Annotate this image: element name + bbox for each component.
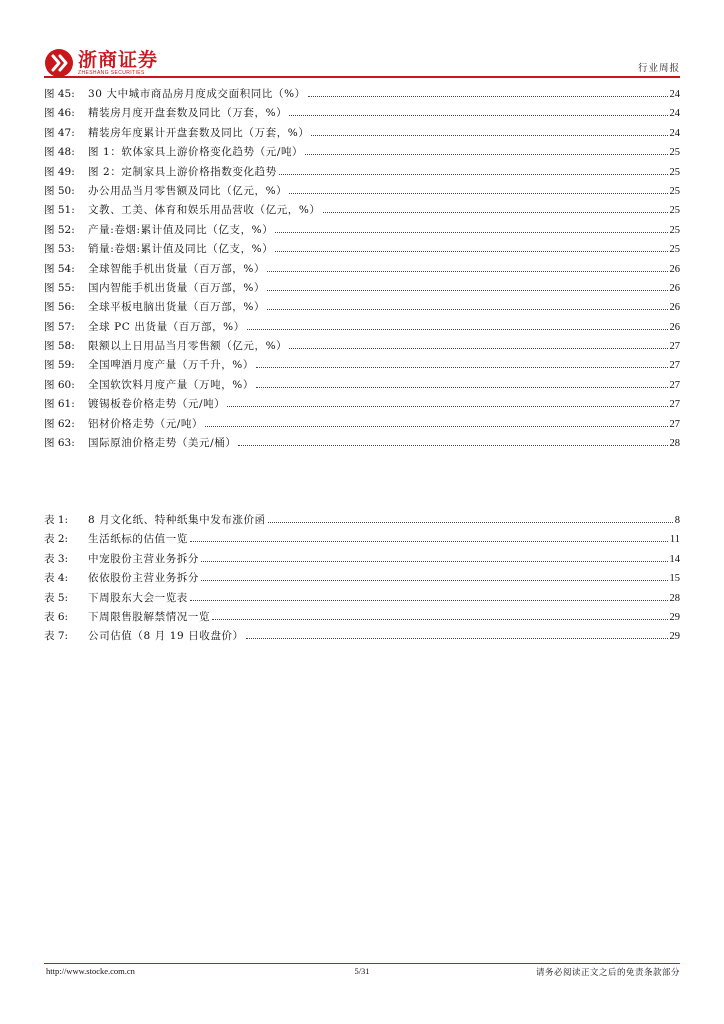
entry-number: 图 56: <box>44 301 75 314</box>
footer-divider <box>44 963 680 964</box>
entry-page-number: 8 <box>674 515 680 526</box>
table-index-entry[interactable] <box>44 570 680 589</box>
figure-index-entry[interactable] <box>44 86 680 105</box>
entry-page-number: 27 <box>669 360 680 372</box>
entry-page-number: 28 <box>669 438 680 450</box>
entry-title: 产量:卷烟:累计值及同比（亿支，%） <box>88 223 274 236</box>
company-logo <box>44 46 158 80</box>
entry-number: 表 3: <box>44 552 69 565</box>
entry-page-number: 29 <box>669 631 680 643</box>
entry-title: 生活纸标的估值一览 <box>88 533 188 546</box>
entry-page-number: 24 <box>669 127 680 139</box>
dot-leader <box>268 522 673 523</box>
entry-title: 限额以上日用品当月零售额（亿元，%） <box>88 340 288 353</box>
dot-leader <box>247 329 668 330</box>
entry-page-number: 26 <box>669 282 680 294</box>
entry-number: 图 52: <box>44 223 75 236</box>
entry-page-number: 28 <box>669 592 680 604</box>
entry-title: 国内智能手机出货量（百万部，%） <box>88 281 266 294</box>
entry-page-number: 29 <box>669 611 680 623</box>
figure-index-entry[interactable] <box>44 105 680 124</box>
dot-leader <box>256 387 668 388</box>
entry-title: 30 大中城市商品房月度成交面积同比（%） <box>88 88 306 100</box>
entry-title: 中宠股份主营业务拆分 <box>88 552 199 565</box>
entry-page-number: 27 <box>669 418 680 430</box>
table-index-entry[interactable] <box>44 531 680 550</box>
entry-number: 表 4: <box>44 572 69 585</box>
figure-index-entry[interactable] <box>44 261 680 280</box>
page-footer <box>44 966 680 978</box>
entry-title: 下周限售股解禁情况一览 <box>88 610 211 623</box>
entry-page-number: 27 <box>669 341 680 353</box>
dot-leader <box>212 619 667 620</box>
dot-leader <box>279 174 668 175</box>
entry-title: 下周股东大会一览表 <box>88 591 188 604</box>
entry-number: 图 51: <box>44 204 75 217</box>
entry-number: 图 59: <box>44 359 75 372</box>
dot-leader <box>311 135 667 136</box>
entry-number: 图 53: <box>44 243 75 256</box>
dot-leader <box>289 115 667 116</box>
figure-index-entry[interactable] <box>44 435 680 454</box>
table-index-entry[interactable] <box>44 512 680 531</box>
entry-page-number: 25 <box>669 205 680 217</box>
table-index-entry[interactable] <box>44 609 680 628</box>
entry-title: 全球智能手机出货量（百万部，%） <box>88 262 266 275</box>
figure-index-entry[interactable] <box>44 377 680 396</box>
dot-leader <box>305 154 667 155</box>
entry-title: 全球平板电脑出货量（百万部，%） <box>88 301 266 314</box>
dot-leader <box>190 600 668 601</box>
dot-leader <box>289 348 667 349</box>
dot-leader <box>201 580 668 581</box>
entry-number: 表 7: <box>44 630 69 643</box>
entry-title: 精装房年度累计开盘套数及同比（万套，%） <box>88 126 310 139</box>
dot-leader <box>227 406 667 407</box>
entry-title: 公司估值（8 月 19 日收盘价） <box>88 630 244 643</box>
figure-index-entry[interactable] <box>44 125 680 144</box>
entry-number: 图 57: <box>44 320 75 333</box>
report-type-label: 行业周报 <box>637 63 680 74</box>
page-header <box>44 42 680 82</box>
figure-index-entry[interactable] <box>44 416 680 435</box>
figure-index-entry[interactable] <box>44 280 680 299</box>
dot-leader <box>246 638 668 639</box>
entry-page-number: 14 <box>669 553 680 565</box>
entry-title: 镀锡板卷价格走势（元/吨） <box>88 398 226 411</box>
table-index-entry[interactable] <box>44 590 680 609</box>
footer-disclaimer: 请务必阅读正文之后的免责条款部分 <box>535 968 680 978</box>
entry-number: 表 6: <box>44 610 69 623</box>
footer-website-link[interactable]: http://www.stocke.com.cn <box>46 966 135 976</box>
table-index-list <box>44 512 680 648</box>
dot-leader <box>289 193 667 194</box>
entry-number: 图 48: <box>44 146 75 159</box>
entry-title: 文教、工美、体育和娱乐用品营收（亿元，%） <box>88 204 321 217</box>
entry-page-number: 25 <box>669 166 680 178</box>
entry-number: 表 2: <box>44 533 69 546</box>
dot-leader <box>205 426 667 427</box>
entry-number: 图 61: <box>44 398 75 411</box>
entry-title: 全国啤酒月度产量（万千升，%） <box>88 359 254 372</box>
zheshang-logo-icon <box>44 48 74 78</box>
figure-index-entry[interactable] <box>44 396 680 415</box>
entry-page-number: 27 <box>669 399 680 411</box>
entry-number: 图 47: <box>44 126 75 139</box>
dot-leader <box>190 541 668 542</box>
entry-page-number: 25 <box>669 147 680 159</box>
dot-leader <box>201 561 668 562</box>
dot-leader <box>275 232 667 233</box>
entry-page-number: 25 <box>669 244 680 256</box>
header-divider <box>44 76 680 78</box>
figure-index-entry[interactable] <box>44 319 680 338</box>
entry-title: 铝材价格走势（元/吨） <box>88 417 204 430</box>
entry-page-number: 26 <box>669 263 680 275</box>
entry-page-number: 15 <box>669 573 680 585</box>
logo-chinese-name: 浙商证券 <box>78 48 159 71</box>
dot-leader <box>238 445 667 446</box>
table-index-entry[interactable] <box>44 551 680 570</box>
dot-leader <box>267 271 667 272</box>
entry-number: 图 46: <box>44 107 75 120</box>
entry-title: 全球 PC 出货量（百万部，%） <box>88 320 245 333</box>
figure-index-entry[interactable] <box>44 222 680 241</box>
entry-number: 表 5: <box>44 591 69 604</box>
figure-index-entry[interactable] <box>44 241 680 260</box>
figure-index-entry[interactable] <box>44 299 680 318</box>
figure-index-list <box>44 86 680 454</box>
dot-leader <box>267 290 667 291</box>
entry-number: 图 62: <box>44 417 75 430</box>
footer-page-number: 5/31 <box>354 966 370 976</box>
table-index-entry[interactable] <box>44 628 680 647</box>
figure-index-entry[interactable] <box>44 164 680 183</box>
entry-number: 图 54: <box>44 262 75 275</box>
entry-number: 图 58: <box>44 340 75 353</box>
entry-page-number: 24 <box>669 108 680 120</box>
figure-index-entry[interactable] <box>44 183 680 202</box>
entry-number: 图 63: <box>44 437 75 450</box>
entry-page-number: 11 <box>669 534 680 546</box>
entry-number: 图 60: <box>44 378 75 391</box>
entry-title: 依依股份主营业务拆分 <box>88 572 199 585</box>
entry-title: 图 1：软体家具上游价格变化趋势（元/吨） <box>88 146 304 159</box>
entry-title: 图 2：定制家具上游价格指数变化趋势 <box>88 165 277 178</box>
entry-title: 办公用品当月零售额及同比（亿元，%） <box>88 184 288 197</box>
entry-title: 全国软饮料月度产量（万吨，%） <box>88 378 254 391</box>
entry-number: 表 1: <box>44 514 69 526</box>
entry-page-number: 26 <box>669 302 680 314</box>
figure-index-entry[interactable] <box>44 338 680 357</box>
entry-page-number: 24 <box>669 89 680 100</box>
entry-page-number: 26 <box>669 321 680 333</box>
entry-number: 图 55: <box>44 281 75 294</box>
dot-leader <box>267 309 667 310</box>
figure-index-entry[interactable] <box>44 202 680 221</box>
entry-title: 精装房月度开盘套数及同比（万套，%） <box>88 107 288 120</box>
entry-number: 图 50: <box>44 184 75 197</box>
dot-leader <box>323 212 668 213</box>
entry-page-number: 25 <box>669 224 680 236</box>
entry-title: 销量:卷烟:累计值及同比（亿支，%） <box>88 243 274 256</box>
entry-title: 8 月文化纸、特种纸集中发布涨价函 <box>88 514 266 526</box>
dot-leader <box>275 251 667 252</box>
entry-page-number: 25 <box>669 185 680 197</box>
figure-index-entry[interactable] <box>44 357 680 376</box>
figure-index-entry[interactable] <box>44 144 680 163</box>
logo-english-name: ZHESHANG SECURITIES <box>78 69 145 76</box>
dot-leader <box>308 96 668 97</box>
entry-page-number: 27 <box>669 379 680 391</box>
entry-title: 国际原油价格走势（美元/桶） <box>88 437 237 450</box>
dot-leader <box>256 367 668 368</box>
entry-number: 图 49: <box>44 165 75 178</box>
entry-number: 图 45: <box>44 88 75 100</box>
